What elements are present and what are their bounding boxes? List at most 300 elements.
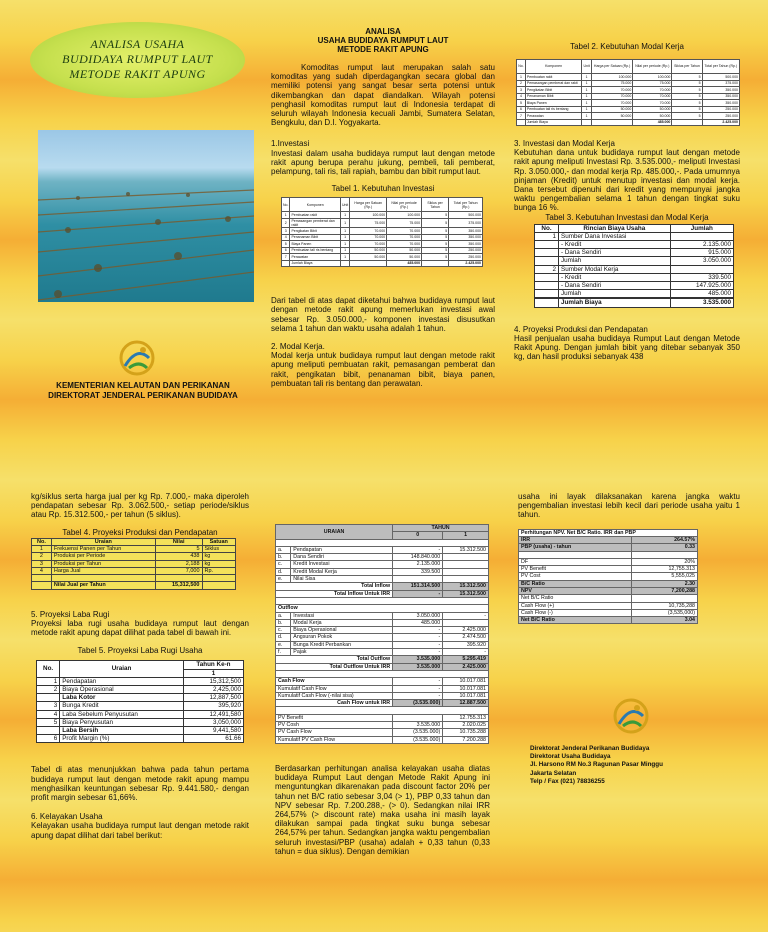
table-cell: 147.925.000	[670, 282, 733, 290]
table-cell: 12,755.313	[632, 566, 698, 573]
table-cell: 5	[672, 87, 702, 94]
table-header-cell: Nilai	[155, 538, 202, 545]
table-cell: -	[393, 590, 443, 597]
table-total-row	[276, 700, 489, 707]
table-cell	[535, 282, 559, 290]
table-cell	[632, 595, 698, 602]
table-row	[535, 299, 734, 307]
ministry-logo-icon	[117, 338, 157, 378]
table-cell	[443, 554, 489, 561]
table-total-row	[32, 582, 236, 589]
table-cell: Cash Flow	[276, 678, 393, 685]
table-cell: Kumulatif Cash Flow	[276, 685, 393, 692]
table-cell: -	[393, 678, 443, 685]
table-cell: 1	[341, 247, 350, 254]
table-cell	[276, 539, 489, 546]
table-cell: Modal Kerja	[291, 619, 393, 626]
table-cell: 100.000	[350, 212, 387, 219]
investment-paragraph: Investasi dalam usaha budidaya rumput laut dengan metode rakit apung berupa perahu jukung, pembeli, tali pemberat, pelampung, tali ris, tali rapiah, bambu dan bibit rumput laut.	[271, 148, 495, 177]
profit-paragraph: Proyeksi laba rugi usaha budidaya rumput laut dengan metode rakit apung dapat dilihat pada tabel di bawah ini.	[31, 618, 249, 638]
table-cell: Siklus	[202, 545, 236, 552]
table1-caption: Tabel 1. Kebutuhan Investasi	[331, 184, 435, 194]
table-cell: 1	[582, 87, 592, 94]
table-cell: 10.017.081	[443, 678, 489, 685]
table-cell	[341, 260, 350, 267]
table-cell: Angsuran Pokok	[291, 634, 393, 641]
table-cell	[202, 575, 236, 582]
table-cell: 4	[37, 710, 60, 718]
table-cell: 75.000	[591, 80, 632, 87]
table-total-row	[276, 663, 489, 670]
table-cell: Profit Margin (%)	[60, 735, 184, 743]
heading-line-2: USAHA BUDIDAYA RUMPUT LAUT	[317, 36, 449, 45]
table-cell: 70.000	[387, 228, 422, 235]
table-cell: 9,441,580	[183, 726, 243, 734]
table-cell: 5	[422, 247, 449, 254]
table-cell: 1	[582, 106, 592, 113]
table-cell: 1	[582, 93, 592, 100]
table-cell: 2.474.500	[443, 634, 489, 641]
table-header-row	[32, 538, 236, 545]
inv-capital-paragraph: Kebutuhan dana untuk budidaya rumput laut dengan metode rakit apung meliputi Investasi Rp. 3.535.000,- meliputi Investasi Rp. 3.050.000,- dan modal kerja Rp. 485.000,-. Pada umumnya pinjaman (Kredit) untuk menutup investasi dan modal kerja. Dana tersebut dipenuhi dari kredit yang mempunyai jangka waktu pengembalian selama 1 tahun dengan tingkat suku bunga 16 %.	[514, 148, 740, 213]
table-cell	[32, 575, 52, 582]
table-cell: Pembuatan tali ris bentang	[290, 247, 341, 254]
table-cell: 10.735.288	[443, 729, 489, 736]
table-cell: 7.200.288	[443, 736, 489, 743]
table-cell: 12,887,500	[183, 694, 243, 702]
table-cell: 1	[341, 241, 350, 248]
table-row	[37, 710, 244, 718]
table-cell: 50.000	[350, 254, 387, 261]
table-row	[37, 694, 244, 702]
table-cell: 15,312,500	[183, 677, 243, 685]
table-cell: (3.535.000)	[393, 729, 443, 736]
table-cell: 2	[282, 218, 290, 227]
seaweed-rows-illustration	[38, 130, 254, 302]
table-cell: e.	[276, 641, 291, 648]
table-cell: f.	[276, 649, 291, 656]
table-cell: Biaya Penyusutan	[60, 718, 184, 726]
production-panel	[31, 466, 249, 932]
total-label: Cash Flow untuk IRR	[276, 700, 393, 707]
table-row	[276, 641, 489, 648]
table-header-cell: Uraian	[51, 538, 155, 545]
table-cell	[632, 551, 698, 558]
table-cell: Investasi	[291, 612, 393, 619]
table-cell: -	[443, 612, 489, 619]
table-cell: -	[393, 685, 443, 692]
table-cell: 1	[341, 218, 350, 227]
table-cell	[443, 576, 489, 583]
table-cell	[32, 582, 52, 589]
table-cell: Kumulatif Cash Flow (-nilai sisa)	[276, 692, 393, 699]
table-row	[535, 249, 734, 257]
table-cell: 5,555,025	[632, 573, 698, 580]
table-cell: 1	[341, 254, 350, 261]
total-label: Total Inflow	[276, 583, 393, 590]
table-cell	[422, 260, 449, 267]
table-header-cell: Harga per Satuan (Rp.)	[591, 60, 632, 74]
table2-caption: Tabel 2. Kebutuhan Modal Kerja	[570, 42, 684, 51]
table4-caption: Tabel 4. Proyeksi Produksi dan Pendapatan	[62, 527, 218, 537]
table-cell	[535, 249, 559, 257]
page-heading	[271, 27, 495, 54]
table-header-row	[282, 198, 483, 212]
table-cell: DF	[519, 558, 632, 565]
table-cell: 485.000	[670, 290, 733, 298]
table-header-cell: TAHUN	[393, 525, 489, 532]
table-cell: 5	[282, 241, 290, 248]
table-row	[276, 576, 489, 583]
table-header-cell: No.	[282, 198, 290, 212]
investment-heading: 1.Investasi	[271, 139, 310, 149]
table-cell: 12.755.313	[443, 714, 489, 721]
table-row	[276, 685, 489, 692]
table-cell: 50.000	[633, 106, 672, 113]
table-cell: 250.000	[702, 113, 739, 120]
inv-capital-heading: 3. Investasi dan Modal Kerja	[514, 139, 615, 148]
table-cell: Harga Jual	[51, 567, 155, 574]
table-cell: - Kredit	[559, 273, 671, 281]
table-cell: 75.000	[350, 218, 387, 227]
table-row	[276, 692, 489, 699]
cover-title-line-2: BUDIDAYA RUMPUT LAUT	[62, 52, 213, 66]
production-table	[31, 538, 236, 590]
summary-panel	[518, 466, 740, 932]
table-cell: IRR	[519, 536, 632, 543]
cover-title-badge	[30, 22, 245, 98]
table-cell: 395,920	[183, 702, 243, 710]
table-row	[37, 702, 244, 710]
table-cell	[37, 694, 60, 702]
table-row	[535, 290, 734, 298]
table-cell: Frekuensi Panen per Tahun	[51, 545, 155, 552]
table-cell: -	[393, 634, 443, 641]
table-cell	[155, 575, 202, 582]
table-cell: 3.050.000	[670, 257, 733, 265]
table-header-cell: Uraian	[60, 661, 184, 677]
table-cell	[393, 576, 443, 583]
table-row	[519, 587, 698, 594]
table-spacer-row	[276, 670, 489, 677]
investment-capital-table	[534, 224, 734, 308]
table-cell: 70.000	[633, 100, 672, 107]
table-cell	[582, 119, 592, 126]
table-cell: 50.000	[387, 254, 422, 261]
contact-phone: Telp / Fax (021) 78836255	[530, 777, 605, 785]
table-cell: 250.000	[449, 254, 483, 261]
table-cell: 12,491,580	[183, 710, 243, 718]
table-cell: -	[393, 627, 443, 634]
table-header-cell: Jumlah	[670, 224, 733, 232]
table-cell	[535, 290, 559, 298]
table-row	[276, 561, 489, 568]
working-capital-table	[516, 59, 740, 126]
total-label: Total Outflow	[276, 656, 393, 663]
table-cell: 20%	[632, 558, 698, 565]
table-cell: Pemasangan pemberat dan rakit	[290, 218, 341, 227]
table-cell: 915.000	[670, 249, 733, 257]
table-cell: 5	[155, 545, 202, 552]
table-cell: 3	[282, 228, 290, 235]
table-cell: 5	[422, 234, 449, 241]
table-cell: Pendapatan	[60, 677, 184, 685]
profit-loss-table	[36, 660, 244, 743]
table-row	[276, 605, 489, 612]
table-cell: 5.295.419	[443, 656, 489, 663]
table-cell: 3	[517, 87, 526, 94]
table3-caption: Tabel 3. Kebutuhan Investasi dan Modal Kerja	[545, 212, 709, 222]
table-row	[519, 566, 698, 573]
table-cell: 2.020.025	[443, 722, 489, 729]
table-header-cell: No.	[32, 538, 52, 545]
table-cell	[276, 597, 489, 604]
table-cell: 3.535.000	[670, 299, 733, 307]
table-cell: 3.535.000	[393, 663, 443, 670]
table-header-row	[519, 529, 698, 536]
table-cell: -	[443, 649, 489, 656]
table-cell: 1	[582, 113, 592, 120]
total-label: Jumlah Biaya	[290, 260, 341, 267]
table-cell: PBP (usaha) - tahun	[519, 544, 632, 551]
table-cell: 61.66	[183, 735, 243, 743]
table-cell: Cash Flow (+)	[519, 602, 632, 609]
table-cell: Laba Bersih	[60, 726, 184, 734]
table-cell: - Dana Sendiri	[559, 282, 671, 290]
table-cell: B/C Ratio	[519, 580, 632, 587]
table-row	[276, 554, 489, 561]
table-cell	[350, 260, 387, 267]
table-cell	[517, 119, 526, 126]
table-total-row	[517, 119, 740, 126]
table-cell: 70.000	[633, 87, 672, 94]
table-cell: NPV	[519, 587, 632, 594]
table-cell	[282, 260, 290, 267]
table-cell: 2.425.000	[443, 663, 489, 670]
table-cell: kg	[202, 553, 236, 560]
table-cell: Pembuatan rakit	[525, 74, 581, 81]
table-cell: 70.000	[387, 234, 422, 241]
table-cell: 15.312.500	[443, 590, 489, 597]
table-cell: Pengikatan Bibit	[290, 228, 341, 235]
table-cell: 5	[672, 93, 702, 100]
cashflow-table	[275, 524, 489, 744]
capital-panel	[514, 0, 740, 466]
table-cell: 151.314.500	[393, 583, 443, 590]
table-cell: Pembuatan tali ris bentang	[525, 106, 581, 113]
table-cell: (3,535,000)	[632, 609, 698, 616]
table-row	[519, 573, 698, 580]
table-cell: 1	[282, 212, 290, 219]
table-cell: 5	[672, 74, 702, 81]
table-cell: 1	[535, 232, 559, 240]
ministry-name: KEMENTERIAN KELAUTAN DAN PERIKANAN	[56, 381, 230, 390]
table-spacer-row	[276, 539, 489, 546]
total-label: Jumlah Biaya	[525, 119, 581, 126]
table-cell: Pengikatan Bibit	[525, 87, 581, 94]
table-cell: Produksi per Periode	[51, 553, 155, 560]
table-cell: 100.000	[591, 74, 632, 81]
table-cell: 70.000	[591, 93, 632, 100]
cover-panel	[0, 0, 256, 466]
table-cell: Rp.	[202, 567, 236, 574]
table-row	[32, 567, 236, 574]
table-cell: b.	[276, 554, 291, 561]
table-row	[519, 558, 698, 565]
table-cell: 15.312.500	[443, 583, 489, 590]
table-cell: Kumulatif PV Cash Flow	[276, 736, 393, 743]
table-cell: 5	[37, 718, 60, 726]
table-row	[37, 685, 244, 693]
table-header-row	[276, 525, 489, 532]
table-cell	[443, 561, 489, 568]
table-row	[276, 736, 489, 743]
table-cell: 3	[37, 702, 60, 710]
table-header-cell: Satuan	[202, 538, 236, 545]
table-header-cell: Nilai per periode (Rp.)	[633, 60, 672, 74]
table-cell: 100.000	[633, 74, 672, 81]
table-cell: 50.000	[633, 113, 672, 120]
table-cell: Perawatan	[290, 254, 341, 261]
table-header-cell: Siklus per Tahun	[672, 60, 702, 74]
table-cell: Sumber Modal Kerja	[559, 265, 671, 273]
table-cell: Biaya Panen	[290, 241, 341, 248]
feasibility-conclusion: Berdasarkan perhitungan analisa kelayakan usaha diatas budidaya Rumput Laut dengan Metode Rakit Apung ini menguntungkan dikarenakan pada discount factor 20% per tahun net B/C ratio sebesar 3,04 (> 1), PBP 0,33 tahun dan NPV sebesar Rp. 7.200.288,- (> 0). Sedangkan nilai IRR 264,57% (> discount rate) maka usaha ini masih layak dilakukan sampai pada tingkat suku bunga sebesar 264,57% per tahun. Sedangkan jangka waktu pengembalian seluruh investasi/PBP (usaha) adalah + 0,33 tahun (0,33 tahun = dua siklus). Dengan demikian	[275, 763, 490, 856]
table-total-row	[276, 590, 489, 597]
table5-caption: Tabel 5. Proyeksi Laba Rugi Usaha	[77, 646, 203, 656]
table-header-cell: Perhitungan NPV. Net B/C Ratio. IRR dan PBP	[519, 529, 698, 536]
contact-unit: Direktorat Usaha Budidaya	[530, 753, 611, 761]
table-cell: 5	[672, 113, 702, 120]
table-cell: a.	[276, 546, 291, 553]
table-cell: Dana Sendiri	[291, 554, 393, 561]
profit-summary-paragraph: Tabel di atas menunjukkan bahwa pada tahun pertama budidaya rumput laut dengan metode rakit apung mampu menghasilkan keuntungan sebesar Rp. 9.441.580,- dengan profit margin sebesar 61,66%.	[31, 765, 249, 802]
table-cell: Laba Kotor	[60, 694, 184, 702]
table-row	[276, 649, 489, 656]
table-cell: Pendapatan	[291, 546, 393, 553]
table-cell: 75.000	[387, 218, 422, 227]
table-row	[32, 560, 236, 567]
table-cell: (3.535.000)	[393, 700, 443, 707]
table-cell: 350.000	[449, 234, 483, 241]
table-cell: 4	[282, 234, 290, 241]
table-header-cell: Total per Tahun (Rp.)	[702, 60, 739, 74]
table-cell: Kredit Investasi	[291, 561, 393, 568]
table-cell	[443, 619, 489, 626]
table-cell: Penanaman Bibit	[525, 93, 581, 100]
table-total-row	[276, 656, 489, 663]
table-cell: 1	[32, 545, 52, 552]
table-cell: Jumlah Biaya	[559, 299, 671, 307]
table-cell: 339.500	[670, 273, 733, 281]
table-cell: 250.000	[449, 247, 483, 254]
table-cell: 4	[32, 567, 52, 574]
table-cell: 70.000	[387, 241, 422, 248]
table-cell	[591, 119, 632, 126]
table-row	[276, 714, 489, 721]
cashflow-panel	[275, 466, 490, 932]
cover-title-line-1: ANALISA USAHA	[90, 37, 185, 51]
table-cell: -	[393, 692, 443, 699]
table-cell: 1	[37, 677, 60, 685]
table-cell	[443, 568, 489, 575]
intro-panel	[271, 0, 495, 466]
table-cell: Nilai Sisa	[291, 576, 393, 583]
table-cell	[51, 575, 155, 582]
table-row	[276, 546, 489, 553]
table-cell: 2.135.000	[670, 241, 733, 249]
table-cell: Sumber Dana Investasi	[559, 232, 671, 240]
total-label: Total Outflow Untuk IRR	[276, 663, 393, 670]
table-header-row	[535, 224, 734, 232]
table-cell	[393, 714, 443, 721]
table-cell: - Dana Sendiri	[559, 249, 671, 257]
table-cell: 50.000	[591, 113, 632, 120]
total-period: 485.000	[387, 260, 422, 267]
table-cell: 3.535.000	[393, 722, 443, 729]
table-cell: 5	[422, 228, 449, 235]
table-cell: 10.017.081	[443, 692, 489, 699]
table-cell: 148.840.000	[393, 554, 443, 561]
table-cell: 2	[517, 80, 526, 87]
table-cell: Perawatan	[525, 113, 581, 120]
table-cell: 3,050,000	[183, 718, 243, 726]
table-cell: 5	[422, 218, 449, 227]
table-row	[519, 536, 698, 543]
table-cell: e.	[276, 576, 291, 583]
table-cell: c.	[276, 561, 291, 568]
working-capital-paragraph: Modal kerja untuk budidaya rumput laut dengan metode rakit apung meliputi pembuatan rakit, pemasangan pemberat dan rakit, pengikatan bibit, penanaman bibit, biaya panen, pembuatan tali ris bentang dan perawatan.	[271, 351, 495, 388]
table-row	[519, 544, 698, 551]
table-cell: 2,425,000	[183, 685, 243, 693]
total-label: Nilai Jual per Tahun	[51, 582, 155, 589]
table-cell: 5	[517, 100, 526, 107]
table-header-cell: Unit	[341, 198, 350, 212]
table-cell: Net B/C Ratio	[519, 595, 632, 602]
production-heading: 4. Proyeksi Produksi dan Pendapatan	[514, 324, 648, 334]
table-cell: 6	[282, 247, 290, 254]
table-cell: Biaya Operasional	[60, 685, 184, 693]
table-cell: 1	[341, 228, 350, 235]
table-cell: 2	[37, 685, 60, 693]
table-cell: 1	[517, 74, 526, 81]
section-label: Outflow	[276, 605, 489, 612]
table-header-row	[517, 60, 740, 74]
table-cell: 3.04	[632, 617, 698, 624]
table-cell: 70.000	[350, 234, 387, 241]
table-row	[32, 553, 236, 560]
table-cell: 2	[32, 553, 52, 560]
table-cell: 1	[341, 212, 350, 219]
table-cell: 2,188	[155, 560, 202, 567]
table-cell: 12.887.500	[443, 700, 489, 707]
table-cell: PV Benefit	[519, 566, 632, 573]
heading-line-1: ANALISA	[365, 27, 401, 36]
table-row	[519, 551, 698, 558]
investment-table	[281, 197, 483, 267]
directorate-logo-icon	[611, 696, 651, 736]
table-row	[37, 726, 244, 734]
table-cell: c.	[276, 627, 291, 634]
table-header-cell: Komponen	[525, 60, 581, 74]
table-cell: 7,200,288	[632, 587, 698, 594]
table-cell: 6	[37, 735, 60, 743]
table-header-cell: No.	[517, 60, 526, 74]
table-cell: 70.000	[633, 93, 672, 100]
table-cell	[672, 119, 702, 126]
table-cell: 10,735,288	[632, 602, 698, 609]
table-total-row	[282, 260, 483, 267]
